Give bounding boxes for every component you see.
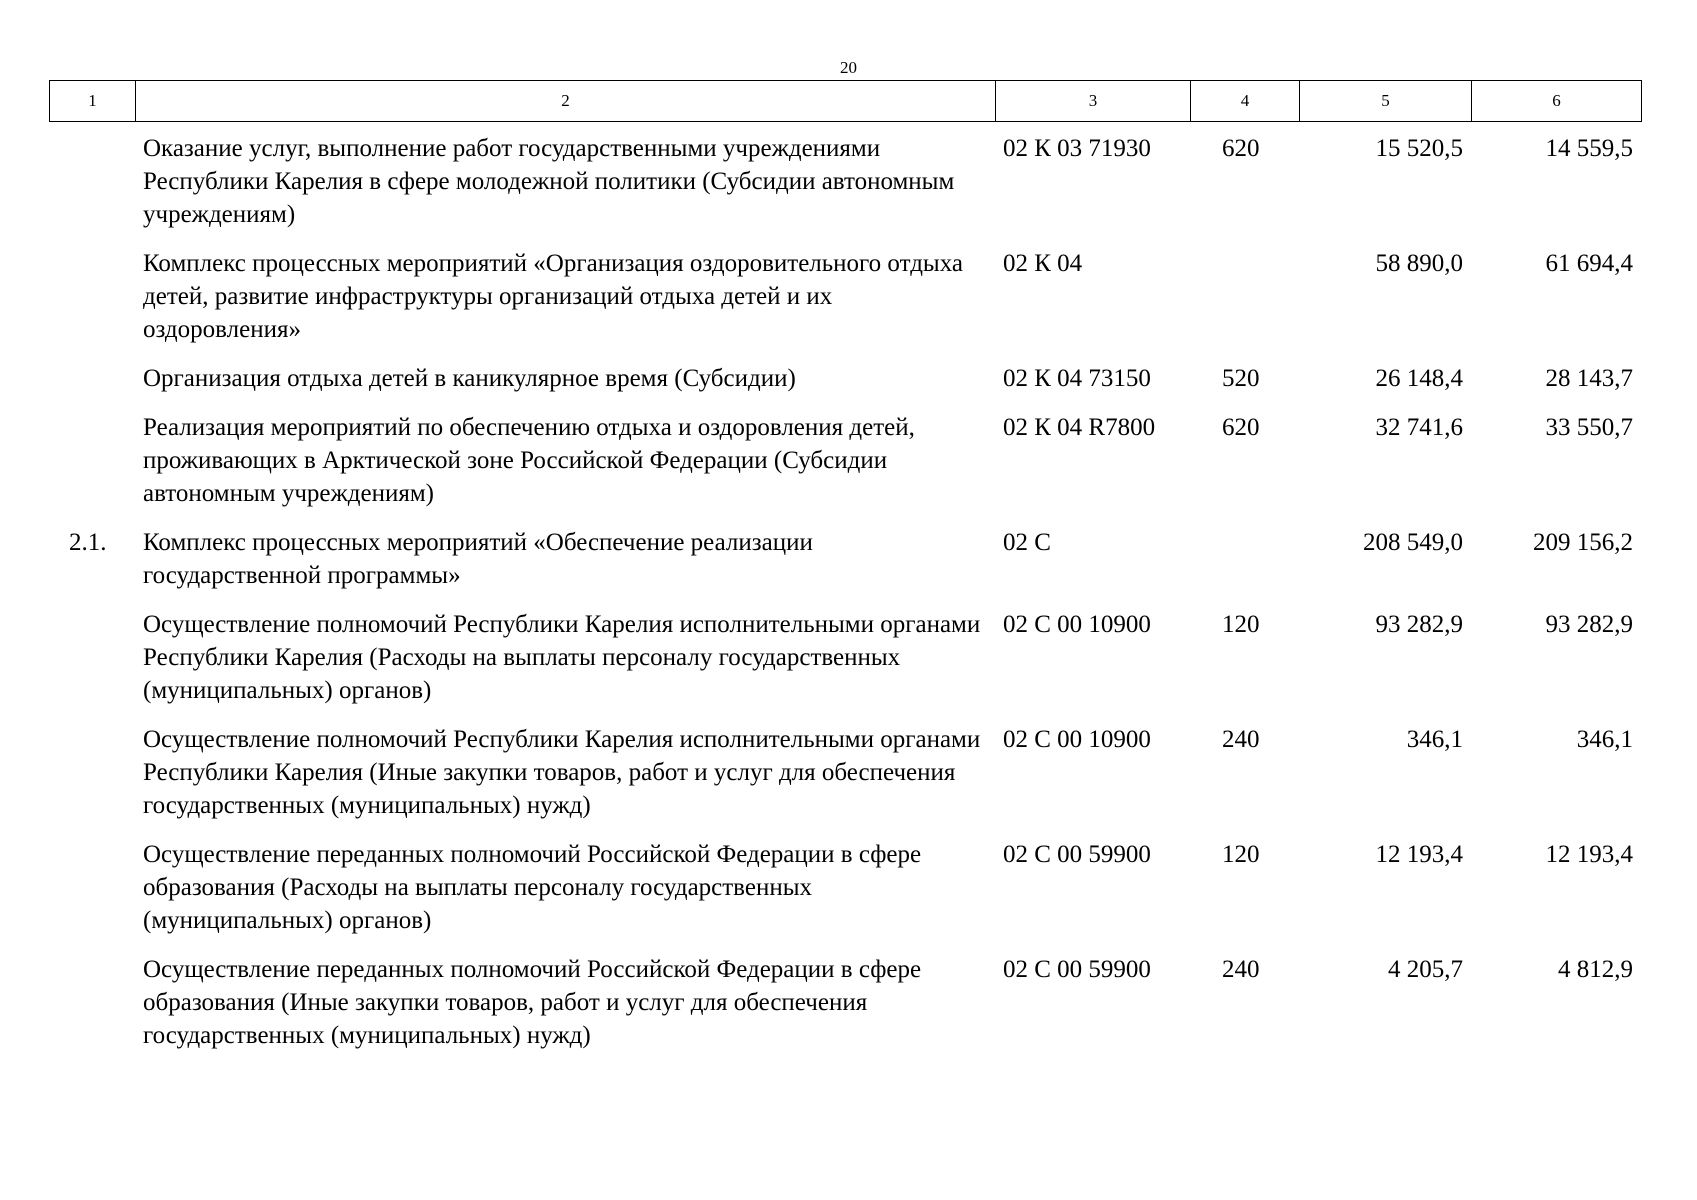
row-amount-2: 346,1 bbox=[1576, 726, 1633, 753]
row-name: Осуществление полномочий Республики Карелия исполнительными органами Республики Карелия (Иные закупки товаров, работ и услуг для обеспечения государственных (муниципальных) нужд) bbox=[143, 726, 981, 819]
row-code: 02 С 00 59900 bbox=[1003, 841, 1151, 868]
row-number bbox=[49, 838, 135, 937]
column-header-table bbox=[49, 80, 1642, 122]
row-amount-1: 346,1 bbox=[1406, 726, 1463, 753]
column-header-row bbox=[50, 81, 1642, 122]
column-header-5: 5 bbox=[1300, 81, 1472, 122]
row-code: 02 К 04 bbox=[1003, 250, 1083, 277]
row-number bbox=[49, 608, 135, 707]
row-name: Комплекс процессных мероприятий «Обеспечение реализации государственной программы» bbox=[143, 529, 813, 589]
table-row bbox=[49, 838, 1641, 937]
table-row bbox=[49, 247, 1641, 346]
table-row bbox=[49, 526, 1641, 592]
row-number bbox=[49, 247, 135, 346]
row-amount-1: 26 148,4 bbox=[1375, 365, 1463, 392]
row-name: Комплекс процессных мероприятий «Организация оздоровительного отдыха детей, развитие инфраструктуры организаций отдыха детей и их оздоровления» bbox=[143, 250, 963, 343]
row-number bbox=[49, 953, 135, 1052]
table-row bbox=[49, 362, 1641, 395]
page-number: 20 bbox=[840, 58, 857, 77]
row-amount-2: 12 193,4 bbox=[1545, 841, 1633, 868]
row-amount-2: 14 559,5 bbox=[1545, 135, 1633, 162]
row-number bbox=[49, 362, 135, 395]
column-header-3: 3 bbox=[996, 81, 1191, 122]
row-number bbox=[49, 723, 135, 822]
column-header-1: 1 bbox=[50, 81, 136, 122]
table-row bbox=[49, 723, 1641, 822]
row-amount-1: 208 549,0 bbox=[1363, 529, 1463, 556]
table-row bbox=[49, 953, 1641, 1052]
table-row bbox=[49, 608, 1641, 707]
row-amount-1: 32 741,6 bbox=[1375, 414, 1463, 441]
table-row bbox=[49, 132, 1641, 231]
row-amount-2: 33 550,7 bbox=[1545, 414, 1633, 441]
row-name: Оказание услуг, выполнение работ государственными учреждениями Республики Карелия в сфере молодежной политики (Субсидии автономным учреждениям) bbox=[143, 135, 955, 228]
row-code: 02 С 00 59900 bbox=[1003, 956, 1151, 983]
column-header-6: 6 bbox=[1472, 81, 1642, 122]
row-amount-1: 12 193,4 bbox=[1375, 841, 1463, 868]
row-number bbox=[49, 411, 135, 510]
row-type: 620 bbox=[1222, 414, 1260, 441]
row-amount-2: 93 282,9 bbox=[1545, 611, 1633, 638]
row-type: 240 bbox=[1222, 956, 1260, 983]
table-row bbox=[49, 411, 1641, 510]
row-type bbox=[1190, 247, 1299, 346]
row-number bbox=[49, 132, 135, 231]
column-header-2: 2 bbox=[136, 81, 996, 122]
row-number: 2.1. bbox=[69, 529, 107, 556]
row-amount-1: 93 282,9 bbox=[1375, 611, 1463, 638]
row-amount-1: 15 520,5 bbox=[1375, 135, 1463, 162]
row-code: 02 С 00 10900 bbox=[1003, 611, 1151, 638]
row-name: Осуществление полномочий Республики Карелия исполнительными органами Республики Карелия (Расходы на выплаты персоналу государственных (муниципальных) органов) bbox=[143, 611, 981, 704]
row-type: 120 bbox=[1222, 611, 1260, 638]
row-amount-2: 28 143,7 bbox=[1545, 365, 1633, 392]
column-header-4: 4 bbox=[1191, 81, 1300, 122]
row-code: 02 К 03 71930 bbox=[1003, 135, 1151, 162]
row-type: 240 bbox=[1222, 726, 1260, 753]
row-code: 02 К 04 73150 bbox=[1003, 365, 1151, 392]
row-code: 02 С 00 10900 bbox=[1003, 726, 1151, 753]
row-type: 120 bbox=[1222, 841, 1260, 868]
row-amount-2: 4 812,9 bbox=[1558, 956, 1633, 983]
row-name: Организация отдыха детей в каникулярное время (Субсидии) bbox=[143, 365, 796, 392]
row-amount-2: 209 156,2 bbox=[1533, 529, 1633, 556]
row-amount-1: 4 205,7 bbox=[1388, 956, 1463, 983]
row-type bbox=[1190, 526, 1299, 592]
row-type: 520 bbox=[1222, 365, 1260, 392]
row-name: Осуществление переданных полномочий Российской Федерации в сфере образования (Расходы на выплаты персоналу государственных (муниципальных) органов) bbox=[143, 841, 922, 934]
row-code: 02 К 04 R7800 bbox=[1003, 414, 1156, 441]
row-code: 02 С bbox=[1003, 529, 1051, 556]
row-name: Реализация мероприятий по обеспечению отдыха и оздоровления детей, проживающих в Арктической зоне Российской Федерации (Субсидии автономным учреждениям) bbox=[143, 414, 915, 507]
table-body bbox=[49, 132, 1641, 1068]
row-type: 620 bbox=[1222, 135, 1260, 162]
row-amount-1: 58 890,0 bbox=[1375, 250, 1463, 277]
row-name: Осуществление переданных полномочий Российской Федерации в сфере образования (Иные закупки товаров, работ и услуг для обеспечения государственных (муниципальных) нужд) bbox=[143, 956, 922, 1049]
row-amount-2: 61 694,4 bbox=[1545, 250, 1633, 277]
